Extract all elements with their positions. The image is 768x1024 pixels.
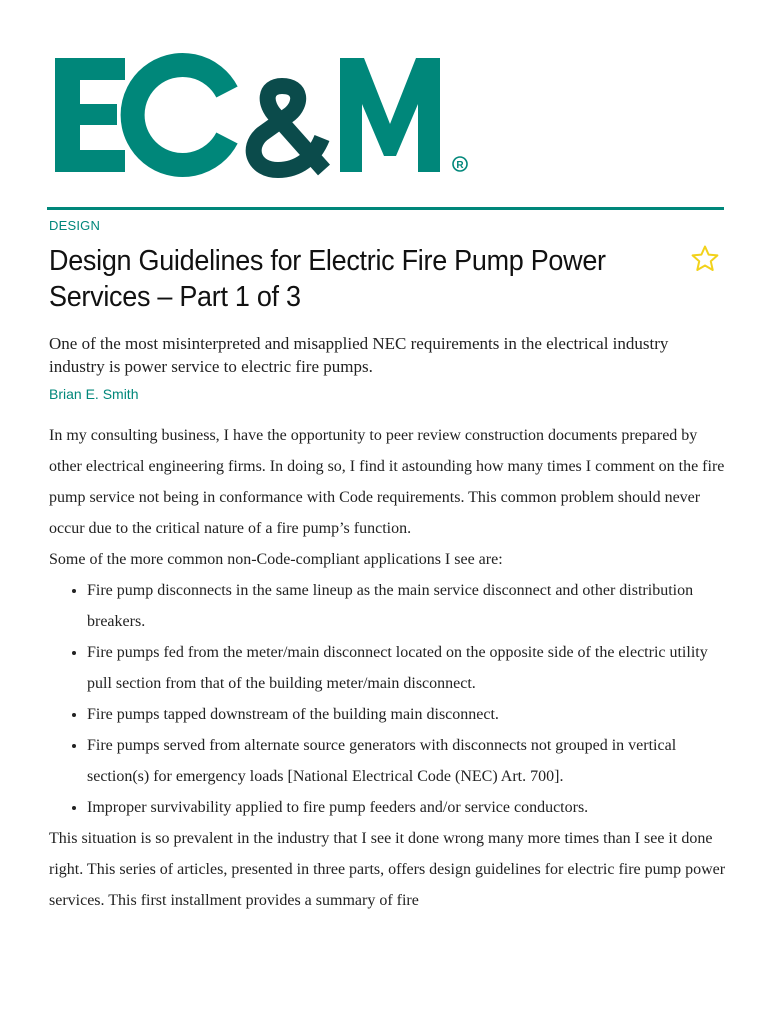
list-item: • Fire pumps served from alternate source generators with disconnects not grouped in vertical section(s) for emergency loads [National Electrical Code (NEC) Art. 700]. <box>87 730 729 792</box>
body-paragraph: This situation is so prevalent in the industry that I see it done wrong many more times than I see it done right. This series of articles, presented in three parts, offers design guidelines for electric fire pump power services. This first installment provides a summary of fire <box>49 830 726 909</box>
article-body <box>49 420 729 916</box>
body-paragraph: Some of the more common non-Code-compliant applications I see are: <box>49 551 503 568</box>
list-item: • Improper survivability applied to fire pump feeders and/or service conductors. <box>87 792 729 823</box>
registered-mark: R <box>456 160 464 171</box>
logo-letter-m <box>340 58 440 172</box>
category-label[interactable]: DESIGN <box>49 218 101 233</box>
star-outline-icon[interactable] <box>690 244 720 274</box>
ecm-logo[interactable] <box>52 52 482 184</box>
logo-ampersand <box>254 86 324 170</box>
bullet-list <box>49 575 729 823</box>
list-item: • Fire pumps tapped downstream of the building main disconnect. <box>87 699 729 730</box>
list-item: • Fire pump disconnects in the same lineup as the main service disconnect and other distribution breakers. <box>87 575 729 637</box>
body-paragraph: In my consulting business, I have the opportunity to peer review construction documents prepared by other electrical engineering firms. In doing so, I find it astounding how many times I comment on the fire pump service not being in conformance with Code requirements. This common problem should never occur due to the critical nature of a fire pump’s function. <box>49 427 725 537</box>
author-link[interactable]: Brian E. Smith <box>49 386 139 402</box>
logo-letter-c <box>133 65 227 165</box>
logo-letter-e <box>55 58 125 172</box>
article-title: Design Guidelines for Electric Fire Pump Power Services – Part 1 of 3 <box>49 245 606 313</box>
list-item: • Fire pumps fed from the meter/main disconnect located on the opposite side of the electric utility pull section from that of the building meter/main disconnect. <box>87 637 729 699</box>
header-rule <box>47 207 724 210</box>
article-subtitle: One of the most misinterpreted and misapplied NEC requirements in the electrical industry industry is power service to electric fire pumps. <box>49 334 669 376</box>
